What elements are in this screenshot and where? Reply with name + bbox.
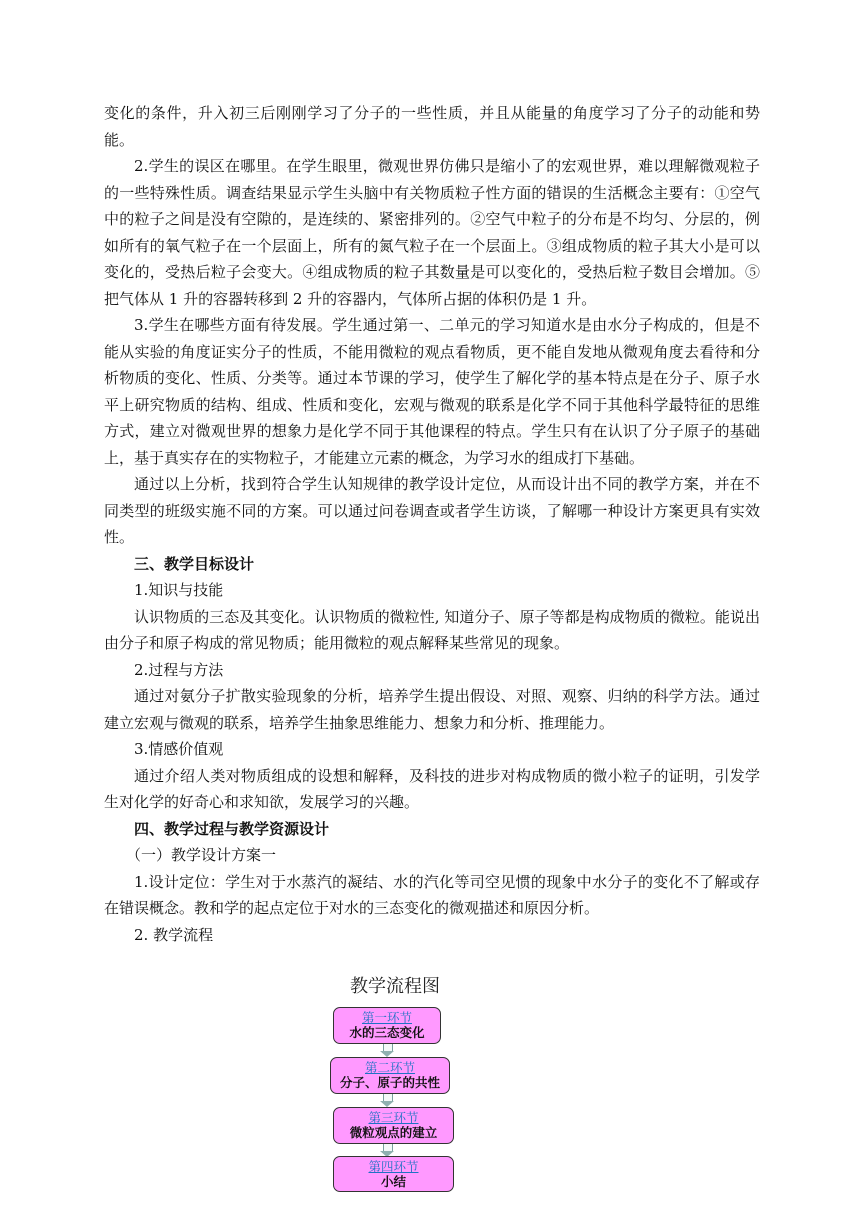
- paragraph: 通过以上分析，找到符合学生认知规律的教学设计定位，从而设计出不同的教学方案，并在不同类型的班级实施不同的方案。可以通过问卷调查或者学生访谈，了解哪一种设计方案更具有实效性。: [104, 475, 760, 546]
- flow-node-text: 水的三态变化: [349, 1025, 425, 1040]
- flow-node-3: [333, 1107, 454, 1144]
- flow-node-text: 分子、原子的共性: [339, 1075, 440, 1090]
- flow-node-2: [330, 1057, 450, 1094]
- down-arrow-icon: [383, 1044, 393, 1052]
- down-arrow-icon: [383, 1094, 393, 1102]
- paragraph: 3.学生在哪些方面有待发展。学生通过第一、二单元的学习知道水是由水分子构成的，但是不能从实验的角度证实分子的性质，不能用微粒的观点看物质，更不能自发地从微观角度去看待和分析物质的变化、性质、分类等。通过本节课的学习，使学生了解化学的基本特点是在分子、原子水平上研究物质的结构、组成、性质和变化，宏观与微观的联系是化学不同于其他科学最特征的思维方式，建立对微观世界的想象力是化学不同于其他课程的特点。学生只有在认识了分子原子的基础上，基于真实存在的实物粒子，才能建立元素的概念，为学习水的组成打下基础。: [104, 316, 760, 467]
- paragraph: 2.学生的误区在哪里。在学生眼里，微观世界仿佛只是缩小了的宏观世界，难以理解微观粒子的一些特殊性质。调查结果显示学生头脑中有关物质粒子性方面的错误的生活概念主要有：①空气中的粒子之间是没有空隙的，是连续的、紧密排列的。②空气中粒子的分布是不均匀、分层的，例如所有的氧气粒子在一个层面上，所有的氮气粒子在一个层面上。③组成物质的粒子其大小是可以变化的，受热后粒子会变大。④组成物质的粒子其数量是可以变化的，受热后粒子数目会增加。⑤把气体从 1 升的容器转移到 2 升的容器内，气体所占据的体积仍是 1 升。: [104, 157, 760, 308]
- teaching-flowchart: [320, 972, 470, 1202]
- subsection-title: 2. 教学流程: [134, 925, 214, 944]
- document-body: [104, 100, 760, 948]
- flow-node-text: 微粒观点的建立: [349, 1125, 438, 1140]
- down-arrow-icon: [383, 1144, 393, 1152]
- paragraph: 通过对氨分子扩散实验现象的分析，培养学生提出假设、对照、观察、归纳的科学方法。通过建立宏观与微观的联系，培养学生抽象思维能力、想象力和分析、推理能力。: [104, 687, 760, 732]
- paragraph: 变化的条件，升入初三后刚刚学习了分子的一些性质，并且从能量的角度学习了分子的动能和势能。: [104, 104, 760, 149]
- subsection-title: （一）教学设计方案一: [126, 846, 277, 864]
- paragraph: 认识物质的三态及其变化。认识物质的微粒性, 知道分子、原子等都是构成物质的微粒。能说出由分子和原子构成的常见物质；能用微粒的观点解释某些常见的现象。: [104, 607, 760, 652]
- flow-node-label: 第一环节: [361, 1010, 412, 1025]
- section-heading: 三、教学目标设计: [134, 554, 255, 573]
- subsection-title: 3.情感价值观: [134, 740, 224, 758]
- flow-node-4: [333, 1156, 454, 1192]
- section-heading: 四、教学过程与教学资源设计: [134, 819, 330, 838]
- subsection-title: 1.知识与技能: [134, 581, 224, 599]
- flowchart-title: 教学流程图: [350, 976, 440, 997]
- flow-node-label: 第二环节: [364, 1060, 415, 1075]
- flow-node-text: 小结: [380, 1174, 406, 1189]
- flow-node-label: 第四环节: [368, 1159, 419, 1174]
- paragraph: 通过介绍人类对物质组成的设想和解释，及科技的进步对构成物质的微小粒子的证明，引发学生对化学的好奇心和求知欲，发展学习的兴趣。: [104, 766, 760, 811]
- flow-node-label: 第三环节: [368, 1110, 419, 1125]
- flow-node-1: [333, 1007, 441, 1044]
- subsection-title: 2.过程与方法: [134, 660, 224, 679]
- paragraph: 1.设计定位：学生对于水蒸汽的凝结、水的汽化等司空见惯的现象中水分子的变化不了解或存在错误概念。教和学的起点定位于对水的三态变化的微观描述和原因分析。: [104, 872, 760, 917]
